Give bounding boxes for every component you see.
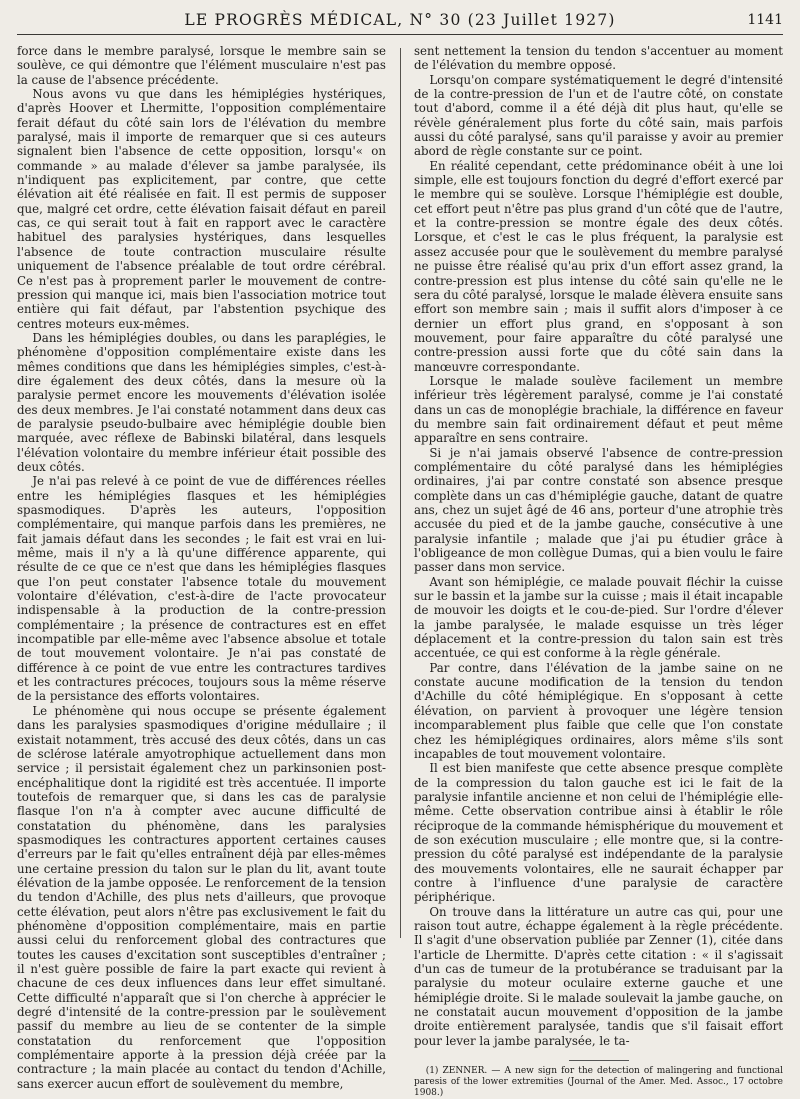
paragraph: Il est bien manifeste que cette absence presque complète de la compression du talon gauche est ici le fait de la paralysie infantile ancienne et non celui de l'hémiplégie elle-même. Cette observation contribue ainsi à établir le rôle réciproque de la commande hémisphérique du mouvement et de son exécution musculaire ; elle montre que, si la contre-pression du côté paralysé est indépendante de la paralysie des mouvements volontaires, elle ne saurait échapper par contre à l'influence d'une paralysie de caractère périphérique.	[414, 761, 783, 905]
paragraph: Si je n'ai jamais observé l'absence de contre-pression complémentaire du côté paralysé dans les hémiplégies ordinaires, j'ai par contre constaté son absence presque complète dans un cas d'hémiplégie gauche, datant de quatre ans, chez un sujet âgé de 46 ans, porteur d'une atrophie très accusée du pied et de la jambe gauche, consécutive à une paralysie infantile ; malade que j'ai pu étudier grâce à l'obligeance de mon collègue Dumas, qui a bien voulu le faire passer dans mon service.	[414, 445, 783, 575]
paragraph: sent nettement la tension du tendon s'accentuer au moment de l'élévation du membre opposé.	[414, 44, 783, 73]
paragraph: On trouve dans la littérature un autre cas qui, pour une raison tout autre, échappe également à la règle précédente. Il s'agit d'une observation publiée par Zenner (1), citée dans l'article de Lhermitte. D'après cette citation : « il s'agissait d'un cas de tumeur de la protubérance se traduisant par la paralysie du moteur oculaire externe gauche et une hémiplégie droite. Si le malade soulevait la jambe gauche, on ne constatait aucun mouvement d'opposition de la jambe droite entièrement paralysée, tandis que s'il faisait effort pour lever la jambe paralysée, le ta-	[414, 904, 783, 1048]
paragraph: Avant son hémiplégie, ce malade pouvait fléchir la cuisse sur le bassin et la jambe sur la cuisse ; mais il était incapable de mouvoir les doigts et le cou-de-pied. Sur l'ordre d'élever la jambe paralysée, le malade esquisse un très léger déplacement et la contre-pression du talon sain est très accentuée, ce qui est conforme à la règle générale.	[414, 574, 783, 661]
paragraph: Le phénomène qui nous occupe se présente également dans les paralysies spasmodiques d'origine médullaire ; il existait notamment, très accusé des deux côtés, dans un cas de sclérose latérale amyotrophique actuellement dans mon service ; il persistait également chez un parkinsonien post-encéphalitique dont la rigidité est très accentuée. Il importe toutefois de remarquer que, si dans les cas de paralysie flasque l'on n'a à compter avec aucune difficulté de constatation du phénomène, dans les paralysies spasmodiques les contractures apportent certaines causes d'erreurs par le fait qu'elles entraînent déjà par elles-mêmes une certaine pression du talon sur le plan du lit, avant toute élévation de la jambe opposée. Le renforcement de la tension du tendon d'Achille, des plus nets d'ailleurs, que provoque cette élévation, peut alors n'être pas exclusivement le fait du phénomène d'opposition complémentaire, mais en partie aussi celui du renforcement global des contractures que toutes les causes d'excitation sont susceptibles d'entraîner ; il n'est guère possible de faire la part exacte qui revient à chacune de ces deux influences dans leur effet simultané. Cette difficulté n'apparaît que si l'on cherche à apprécier le degré d'intensité de la contre-pression par le soulèvement passif du membre au lieu de se contenter de la simple constatation du renforcement que l'opposition complémentaire apporte à la pression déjà créée par la contracture ; la main placée au contact du tendon d'Achille, sans exercer aucun effort de soulèvement du membre,	[17, 703, 386, 1091]
paragraph: En réalité cependant, cette prédominance obéit à une loi simple, elle est toujours fonction du degré d'effort exercé par le membre qui se soulève. Lorsque l'hémiplégie est double, cet effort peut n'être pas plus grand d'un côté que de l'autre, et la contre-pression se montre égale des deux côtés. Lorsque, et c'est le cas le plus fréquent, la paralysie est assez accusée pour que le soulèvement du membre paralysé ne puisse être réalisé qu'au prix d'un effort assez grand, la contre-pression est plus intense du côté sain qu'elle ne le sera du côté paralysé, lorsque le malade élèvera ensuite sans effort son membre sain ; mais il suffit alors d'imposer à ce dernier un effort plus grand, en s'opposant à son mouvement, pour faire apparaître du côté paralysé une contre-pression aussi forte que du côté sain dans la manœuvre correspondante.	[414, 158, 783, 374]
column-divider	[400, 48, 401, 938]
left-column	[17, 44, 386, 1099]
header-rule	[17, 34, 783, 35]
paragraph: Lorsqu'on compare systématiquement le degré d'intensité de la contre-pression de l'un et de l'autre côté, on constate tout d'abord, comme il a été déjà dit plus haut, qu'elle se révèle généralement plus forte du côté sain, mais parfois aussi du côté paralysé, sans qu'il paraisse y avoir au premier abord de règle constante sur ce point.	[414, 72, 783, 159]
two-column-body	[17, 44, 783, 1099]
paragraph: Nous avons vu que dans les hémiplégies hystériques, d'après Hoover et Lhermitte, l'opposition complémentaire ferait défaut du côté sain lors de l'élévation du membre paralysé, mais il importe de remarquer que si ces auteurs signalent bien l'absence de cette opposition, lorsqu'« on commande » au malade d'élever sa jambe paralysée, ils n'indiquent pas explicitement, par contre, que cette élévation ait été réalisée en fait. Il est permis de supposer que, malgré cet ordre, cette élévation faisait défaut en pareil cas, ce qui serait tout à fait en rapport avec le caractère habituel des paralysies hystériques, dans lesquelles l'absence de toute contraction musculaire résulte uniquement de l'absence préalable de tout ordre cérébral. Ce n'est pas à proprement parler le mouvement de contre-pression qui manque ici, mais bien l'association motrice tout entière qui fait défaut, par l'abstention psychique des centres moteurs eux-mêmes.	[17, 87, 386, 331]
footnote-rule	[569, 1060, 629, 1061]
paragraph: Je n'ai pas relevé à ce point de vue de différences réelles entre les hémiplégies flasques et les hémiplégies spasmodiques. D'après les auteurs, l'opposition complémentaire, qui manque parfois dans les premières, ne fait jamais défaut dans les secondes ; le fait est vrai en lui-même, mais il n'y a là qu'une différence apparente, qui résulte de ce que ce n'est que dans les hémiplégies flasques que l'on peut constater l'absence totale du mouvement volontaire d'élévation, c'est-à-dire de l'acte provocateur indispensable à la production de la contre-pression complémentaire ; la présence de contractures est en effet incompatible par elle-même avec l'absence absolue et totale de tout mouvement volontaire. Je n'ai pas constaté de différence à ce point de vue entre les contractures tardives et les contractures précoces, toujours sous la même réserve de la persistance des efforts volontaires.	[17, 474, 386, 704]
journal-title: LE PROGRÈS MÉDICAL, N° 30 (23 Juillet 1927)	[184, 11, 616, 29]
paragraph: force dans le membre paralysé, lorsque le membre sain se soulève, ce qui démontre que l'élément musculaire n'est pas la cause de l'absence précédente.	[17, 44, 386, 87]
running-header	[17, 9, 783, 31]
paragraph: Lorsque le malade soulève facilement un membre inférieur très légèrement paralysé, comme je l'ai constaté dans un cas de monoplégie brachiale, la différence en faveur du membre sain fait ordinairement défaut et peut même apparaître en sens contraire.	[414, 373, 783, 446]
page-number: 1141	[747, 12, 783, 28]
paragraph: Par contre, dans l'élévation de la jambe saine on ne constate aucune modification de la tension du tendon d'Achille du côté hémiplégique. En s'opposant à cette élévation, on parvient à provoquer une légère tension incomparablement plus faible que celle que l'on constate chez les hémiplégiques ordinaires, alors même s'ils sont incapables de tout mouvement volontaire.	[414, 660, 783, 761]
paragraph: Dans les hémiplégies doubles, ou dans les paraplégies, le phénomène d'opposition complémentaire existe dans les mêmes conditions que dans les hémiplégies simples, c'est-à-dire également des deux côtés, dans la mesure où la paralysie permet encore les mouvements d'élévation isolée des deux membres. Je l'ai constaté notamment dans deux cas de paralysie pseudo-bulbaire avec hémiplégie double bien marquée, avec réflexe de Babinski bilatéral, dans lesquels l'élévation volontaire du membre inférieur était possible des deux côtés.	[17, 330, 386, 474]
footnote: (1) ZENNER. — A new sign for the detection of malingering and functional paresis of the lower extremities (Journal of the Amer. Med. Assoc., 17 octobre 1908.)	[414, 1066, 783, 1099]
right-column	[414, 44, 783, 1099]
